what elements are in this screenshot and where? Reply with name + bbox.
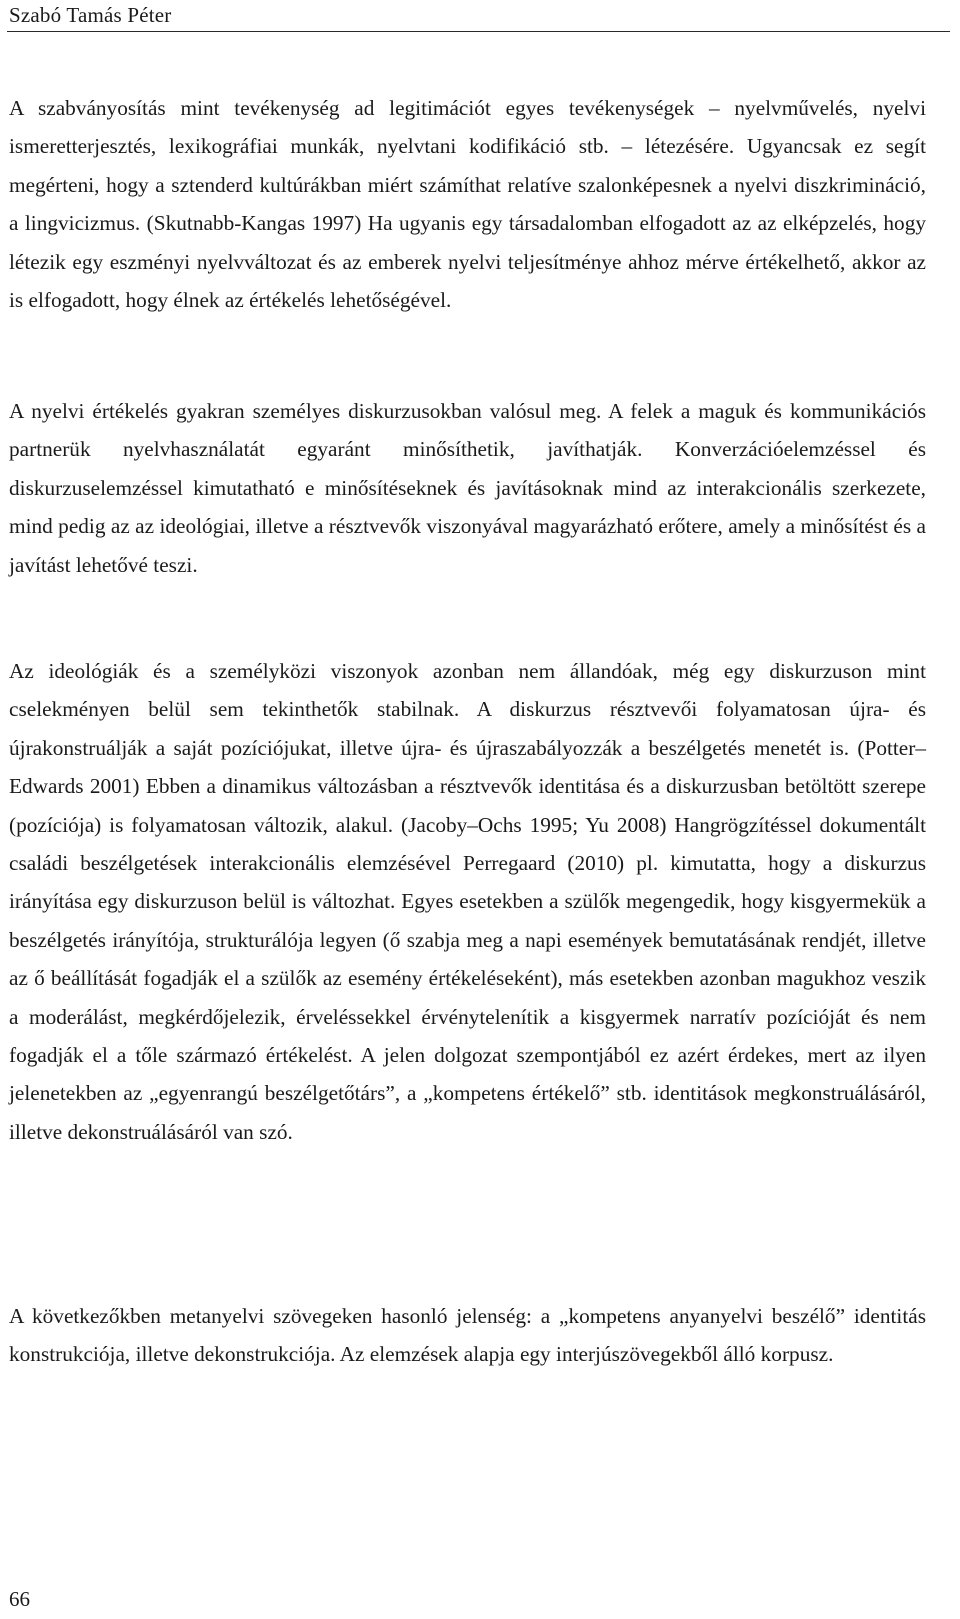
paragraph-following-analysis: A következőkben metanyelvi szövegeken hasonló jelenség: a „kompetens anyanyelvi beszélő” identitás konstrukciója, illetve dekonstrukciója. Az elemzések alapja egy interjúszövegekből álló korpusz. — [9, 1304, 926, 1367]
running-header-author: Szabó Tamás Péter — [9, 3, 172, 27]
page-number: 66 — [9, 1587, 30, 1611]
paragraph-standardization: A szabványosítás mint tevékenység ad legitimációt egyes tevékenységek – nyelvművelés, nyelvi ismeretterjesztés, lexikográfiai munkák, nyelvtani kodifikáció stb. – létezésére. Ugyancsak ez segít megérteni, hogy a sztenderd kultúrákban miért számíthat relatíve szalonképesnek a nyelvi diszkrimináció, a lingvicizmus. (Skutnabb-Kangas 1997) Ha ugyanis egy társadalomban elfogadott az az elképzelés, hogy létezik egy eszményi nyelvváltozat és az emberek nyelvi teljesítménye ahhoz mérve értékelhető, akkor az is elfogadott, hogy élnek az értékelés lehetőségével. — [9, 96, 926, 313]
header-divider — [7, 31, 950, 32]
paragraph-ideologies-discourse: Az ideológiák és a személyközi viszonyok azonban nem állandóak, még egy diskurzuson mint cselekményen belül sem tekinthetők stabilnak. A diskurzus résztvevői folyamatosan újra- és újrakonstruálják a saját pozíciójukat, illetve újra- és újraszabályozzák a beszélgetés menetét is. (Potter–Edwards 2001) Ebben a dinamikus változásban a résztvevők identitása és a diskurzusban betöltött szerepe (pozíciója) is folyamatosan változik, alakul. (Jacoby–Ochs 1995; Yu 2008) Hangrögzítéssel dokumentált családi beszélgetések interakcionális elemzésével Perregaard (2010) pl. kimutatta, hogy a diskurzus irányítása egy diskurzuson belül is változhat. Egyes esetekben a szülők megengedik, hogy kisgyermekük a beszélgetés irányítója, strukturálója legyen (ő szabja meg a napi események bemutatásának rendjét, illetve az ő beállítását fogadják el a szülők az esemény értékeléseként), más esetekben azonban magukhoz veszik a moderálást, megkérdőjelezik, érveléssekkel érvénytelenítik a kisgyermek narratív pozícióját és nem fogadják el a tőle származó értékelést. A jelen dolgozat szempontjából ez azért érdekes, mert az ilyen jelenetekben az „egyenrangú beszélgetőtárs”, a „kompetens értékelő” stb. identitások megkonstruálásáról, illetve dekonstruálásáról van szó. — [9, 659, 926, 1144]
paragraph-language-evaluation: A nyelvi értékelés gyakran személyes diskurzusokban valósul meg. A felek a maguk és kommunikációs partnerük nyelvhasználatát egyaránt minősíthetik, javíthatják. Konverzációelemzéssel és diskurzuselemzéssel kimutatható e minősítéseknek és javításoknak mind az interakcionális szerkezete, mind pedig az az ideológiai, illetve a résztvevők viszonyával magyarázható erőtere, amely a minősítést és a javítást lehetővé teszi. — [9, 399, 926, 577]
